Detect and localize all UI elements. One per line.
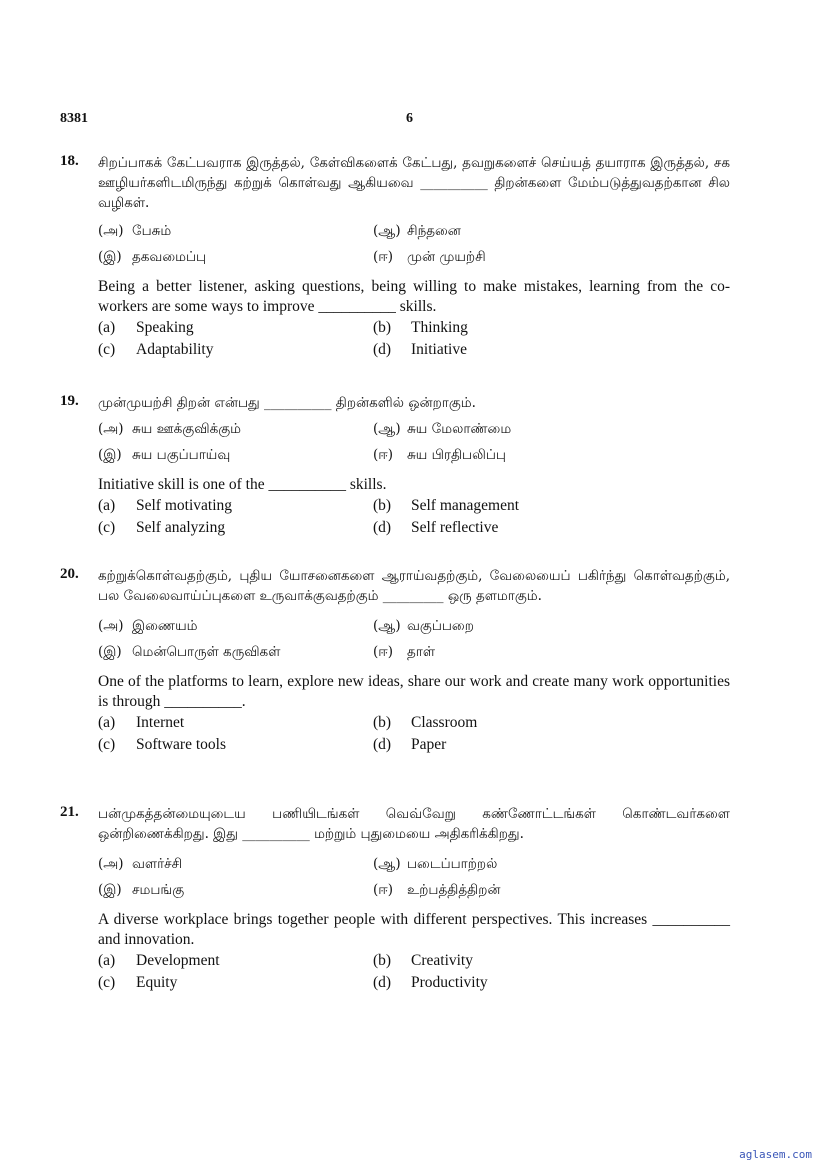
question-number: 19. bbox=[60, 393, 79, 409]
option-a: (a) Self motivating bbox=[98, 497, 233, 514]
option-c-tamil: (இ) சுய பகுப்பாய்வு bbox=[98, 447, 231, 463]
option-c-tamil: (இ) தகவமைப்பு bbox=[98, 249, 207, 265]
option-b-tamil: (ஆ) வகுப்பறை bbox=[373, 618, 474, 634]
option-a-tamil: (அ) பேசும் bbox=[98, 223, 172, 239]
option-a-tamil: (அ) வளர்ச்சி bbox=[98, 856, 183, 872]
option-c: (c) Adaptability bbox=[98, 341, 214, 358]
question-number: 18. bbox=[60, 153, 79, 169]
option-c: (c) Self analyzing bbox=[98, 519, 226, 536]
question-number: 21. bbox=[60, 804, 79, 820]
option-b: (b) Creativity bbox=[373, 952, 473, 969]
option-d-tamil: (ஈ) சுய பிரதிபலிப்பு bbox=[373, 447, 506, 463]
question-number: 20. bbox=[60, 566, 79, 582]
option-b: (b) Thinking bbox=[373, 319, 468, 336]
page-number: 6 bbox=[406, 111, 413, 126]
option-a-tamil: (அ) சுய ஊக்குவிக்கும் bbox=[98, 421, 241, 437]
option-d-tamil: (ஈ) தாள் bbox=[373, 644, 436, 660]
question-text-tamil: முன்முயற்சி திறன் என்பது __________ திறன்களில் ஒன்றாகும். bbox=[98, 395, 476, 411]
question-text-tamil: பன்முகத்தன்மையுடைய பணியிடங்கள் வெவ்வேறு கண்ணோட்டங்கள் கொண்டவர்களை ஒன்றிணைக்கிறது. இது __________ மற்றும் புதுமையை அதிகரிக்கிறது. bbox=[98, 806, 730, 842]
option-a: (a) Speaking bbox=[98, 319, 194, 336]
tamil-options bbox=[98, 223, 730, 271]
option-b-tamil: (ஆ) சிந்தனை bbox=[373, 223, 461, 239]
english-options bbox=[98, 952, 730, 996]
question-19 bbox=[60, 393, 730, 541]
english-options bbox=[98, 497, 730, 541]
question-18 bbox=[60, 153, 730, 363]
question-21 bbox=[60, 804, 730, 996]
option-d: (d) Self reflective bbox=[373, 519, 499, 536]
tamil-options bbox=[98, 421, 730, 469]
question-text-tamil: கற்றுக்கொள்வதற்கும், புதிய யோசனைகளை ஆராய்வதற்கும், வேலையைப் பகிர்ந்து கொள்வதற்கும், பல வேலைவாய்ப்புகளை உருவாக்குவதற்கும் _________ ஒரு தளமாகும். bbox=[98, 568, 730, 604]
question-text-english: One of the platforms to learn, explore new ideas, share our work and create many work opportunities is through __________. bbox=[98, 673, 730, 710]
tamil-options bbox=[98, 856, 730, 904]
option-b-tamil: (ஆ) சுய மேலாண்மை bbox=[373, 421, 512, 437]
question-text-english: Initiative skill is one of the __________ skills. bbox=[98, 476, 387, 493]
option-d: (d) Productivity bbox=[373, 974, 488, 991]
english-options bbox=[98, 714, 730, 758]
option-b: (b) Self management bbox=[373, 497, 520, 514]
option-c-tamil: (இ) சமபங்கு bbox=[98, 882, 185, 898]
option-b: (b) Classroom bbox=[373, 714, 478, 731]
paper-code: 8381 bbox=[60, 111, 88, 126]
option-b-tamil: (ஆ) படைப்பாற்றல் bbox=[373, 856, 498, 872]
option-a: (a) Internet bbox=[98, 714, 185, 731]
question-text-tamil: சிறப்பாகக் கேட்பவராக இருத்தல், கேள்விகளைக் கேட்பது, தவறுகளைச் செய்யத் தயாராக இருத்தல், சக ஊழியர்களிடமிருந்து கற்றுக் கொள்வது ஆகியவை __________ திறன்களை மேம்படுத்துவதற்கான சில வழிகள். bbox=[98, 155, 730, 211]
watermark-link[interactable]: aglasem.com bbox=[739, 1148, 812, 1161]
option-c: (c) Software tools bbox=[98, 736, 226, 753]
option-a: (a) Development bbox=[98, 952, 220, 969]
option-d: (d) Initiative bbox=[373, 341, 467, 358]
option-d-tamil: (ஈ) உற்பத்தித்திறன் bbox=[373, 882, 501, 898]
option-d-tamil: (ஈ) முன் முயற்சி bbox=[373, 249, 486, 265]
option-c: (c) Equity bbox=[98, 974, 178, 991]
question-20 bbox=[60, 566, 730, 758]
question-text-english: Being a better listener, asking questions, being willing to make mistakes, learning from the co-workers are some ways to improve __________ skills. bbox=[98, 278, 730, 315]
question-text-english: A diverse workplace brings together people with different perspectives. This increases __________ and innovation. bbox=[98, 911, 730, 948]
option-d: (d) Paper bbox=[373, 736, 447, 753]
english-options bbox=[98, 319, 730, 363]
option-a-tamil: (அ) இணையம் bbox=[98, 618, 198, 634]
option-c-tamil: (இ) மென்பொருள் கருவிகள் bbox=[98, 644, 281, 660]
tamil-options bbox=[98, 618, 730, 666]
